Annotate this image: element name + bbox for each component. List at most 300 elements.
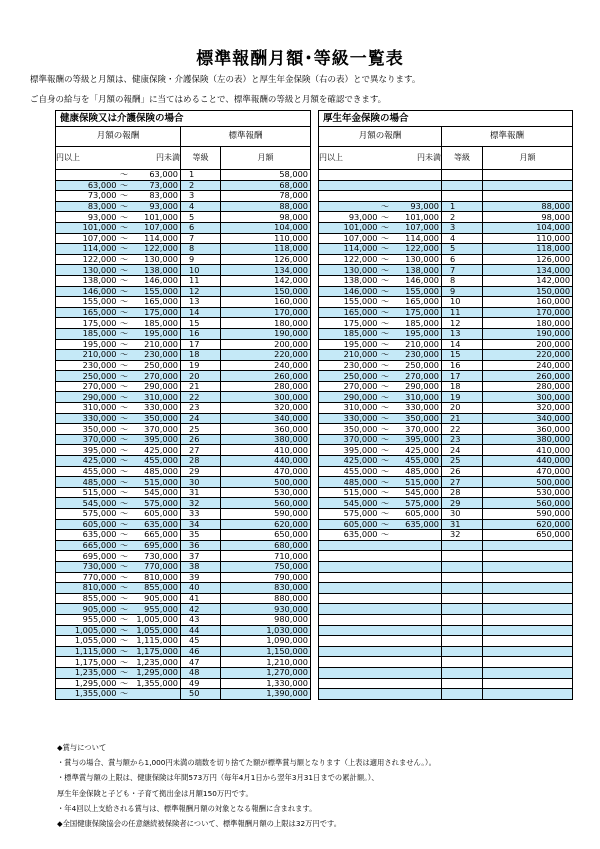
grade-cell: 1 (442, 201, 483, 212)
grade-cell: 15 (181, 318, 221, 329)
table-row (319, 572, 573, 583)
range-upper: 855,000 (131, 583, 181, 594)
range-upper (392, 689, 442, 700)
grade-cell: 9 (181, 254, 221, 265)
range-tilde (379, 636, 392, 647)
range-lower: 1,115,000 (56, 646, 118, 657)
table-row (319, 286, 573, 297)
health-col-lo: 円以上 (56, 147, 131, 170)
range-tilde: ～ (118, 477, 131, 488)
amount-cell: 360,000 (221, 424, 311, 435)
amount-cell: 104,000 (483, 222, 573, 233)
table-row (319, 222, 573, 233)
grade-cell: 27 (181, 445, 221, 456)
grade-cell (442, 646, 483, 657)
range-upper: 93,000 (131, 201, 181, 212)
table-row (319, 275, 573, 286)
range-upper: 101,000 (131, 212, 181, 223)
range-tilde: ～ (118, 170, 131, 181)
note-line: 厚生年金保険と子ども・子育て拠出金は月額150万円です。 (57, 788, 253, 798)
range-tilde: ～ (118, 593, 131, 604)
range-upper: 330,000 (392, 403, 442, 414)
grade-cell: 21 (181, 381, 221, 392)
range-lower: 250,000 (319, 371, 379, 382)
range-lower: 455,000 (319, 466, 379, 477)
range-upper: 635,000 (392, 519, 442, 530)
table-row (56, 477, 311, 488)
range-tilde: ～ (118, 604, 131, 615)
table-row (56, 328, 311, 339)
note-line: ・年4回以上支給される賞与は、標準報酬月額の対象となる報酬に含まれます。 (57, 803, 317, 813)
range-lower: 185,000 (56, 328, 118, 339)
table-row (56, 403, 311, 414)
range-upper: 138,000 (131, 265, 181, 276)
grade-cell: 24 (442, 445, 483, 456)
grade-cell: 24 (181, 413, 221, 424)
grade-cell (442, 678, 483, 689)
table-row (319, 191, 573, 202)
table-row (56, 551, 311, 562)
grade-cell: 21 (442, 413, 483, 424)
table-row (319, 434, 573, 445)
range-tilde: ～ (379, 286, 392, 297)
notes (57, 740, 436, 831)
amount-cell: 134,000 (483, 265, 573, 276)
table-row (56, 286, 311, 297)
range-tilde: ～ (118, 265, 131, 276)
table-row (319, 254, 573, 265)
range-lower: 485,000 (56, 477, 118, 488)
grade-cell: 22 (442, 424, 483, 435)
pension-hdr-standard: 標準報酬 (442, 127, 573, 147)
table-row (319, 381, 573, 392)
range-upper: 905,000 (131, 593, 181, 604)
health-col-hi: 円未満 (131, 147, 181, 170)
grade-cell: 26 (181, 434, 221, 445)
grade-cell: 4 (181, 201, 221, 212)
range-tilde (379, 170, 392, 181)
range-lower: 955,000 (56, 614, 118, 625)
range-upper: 515,000 (392, 477, 442, 488)
range-tilde: ～ (379, 328, 392, 339)
grade-cell: 7 (442, 265, 483, 276)
grade-cell (442, 625, 483, 636)
amount-cell: 220,000 (483, 350, 573, 361)
amount-cell: 650,000 (221, 530, 311, 541)
amount-cell: 160,000 (221, 297, 311, 308)
grade-cell: 20 (181, 371, 221, 382)
range-upper: 63,000 (131, 170, 181, 181)
range-tilde: ～ (118, 212, 131, 223)
grade-cell (442, 170, 483, 181)
table-row (56, 625, 311, 636)
amount-cell: 1,210,000 (221, 657, 311, 668)
range-lower: 195,000 (56, 339, 118, 350)
table-row (56, 636, 311, 647)
grade-cell (442, 191, 483, 202)
grade-cell: 50 (181, 689, 221, 700)
grade-cell: 11 (181, 275, 221, 286)
table-row (319, 424, 573, 435)
grade-cell: 29 (442, 498, 483, 509)
range-lower: 155,000 (319, 297, 379, 308)
range-tilde: ～ (118, 678, 131, 689)
range-tilde: ～ (118, 307, 131, 318)
table-row (319, 265, 573, 276)
range-tilde: ～ (118, 371, 131, 382)
table-row (56, 434, 311, 445)
range-tilde: ～ (379, 434, 392, 445)
range-lower: 73,000 (56, 191, 118, 202)
range-tilde: ～ (118, 254, 131, 265)
amount-cell: 98,000 (483, 212, 573, 223)
grade-cell: 23 (442, 434, 483, 445)
table-row (319, 551, 573, 562)
grade-cell (442, 583, 483, 594)
amount-cell: 240,000 (483, 360, 573, 371)
amount-cell: 200,000 (221, 339, 311, 350)
grade-cell (442, 604, 483, 615)
range-upper: 175,000 (131, 307, 181, 318)
grade-cell: 9 (442, 286, 483, 297)
range-upper: 122,000 (392, 244, 442, 255)
table-row (56, 233, 311, 244)
table-row (319, 212, 573, 223)
range-upper: 485,000 (131, 466, 181, 477)
range-lower: 1,235,000 (56, 667, 118, 678)
table-row (319, 371, 573, 382)
grade-cell: 11 (442, 307, 483, 318)
range-tilde: ～ (118, 689, 131, 700)
table-row (56, 498, 311, 509)
grade-cell: 19 (181, 360, 221, 371)
table-row (319, 487, 573, 498)
range-tilde: ～ (379, 530, 392, 541)
amount-cell: 1,270,000 (221, 667, 311, 678)
amount-cell: 710,000 (221, 551, 311, 562)
range-tilde: ～ (118, 572, 131, 583)
health-insurance-table (55, 110, 311, 700)
table-row (319, 466, 573, 477)
grade-cell: 2 (442, 212, 483, 223)
grade-cell: 31 (181, 487, 221, 498)
range-upper: 1,295,000 (131, 667, 181, 678)
range-lower: 605,000 (319, 519, 379, 530)
range-tilde (379, 604, 392, 615)
range-upper: 122,000 (131, 244, 181, 255)
amount-cell: 1,150,000 (221, 646, 311, 657)
amount-cell: 68,000 (221, 180, 311, 191)
table-row (319, 318, 573, 329)
amount-cell (483, 657, 573, 668)
range-tilde: ～ (118, 509, 131, 520)
range-upper: 195,000 (131, 328, 181, 339)
range-tilde (379, 551, 392, 562)
table-row (319, 646, 573, 657)
range-upper: 730,000 (131, 551, 181, 562)
range-upper: 695,000 (131, 540, 181, 551)
amount-cell: 180,000 (483, 318, 573, 329)
grade-cell (442, 180, 483, 191)
grade-cell: 14 (442, 339, 483, 350)
range-lower: 93,000 (319, 212, 379, 223)
amount-cell (483, 604, 573, 615)
range-upper: 185,000 (392, 318, 442, 329)
grade-cell: 45 (181, 636, 221, 647)
grade-cell: 42 (181, 604, 221, 615)
grade-cell: 28 (442, 487, 483, 498)
range-lower: 114,000 (56, 244, 118, 255)
amount-cell: 200,000 (483, 339, 573, 350)
range-upper: 155,000 (131, 286, 181, 297)
amount-cell: 530,000 (221, 487, 311, 498)
range-lower (319, 646, 379, 657)
range-upper: 350,000 (392, 413, 442, 424)
range-lower: 146,000 (319, 286, 379, 297)
range-upper: 155,000 (392, 286, 442, 297)
table-row (319, 657, 573, 668)
range-upper: 230,000 (131, 350, 181, 361)
table-row (319, 297, 573, 308)
amount-cell: 750,000 (221, 561, 311, 572)
grade-cell: 14 (181, 307, 221, 318)
grade-cell: 13 (442, 328, 483, 339)
grade-cell (442, 540, 483, 551)
grade-cell: 17 (181, 339, 221, 350)
amount-cell: 440,000 (221, 456, 311, 467)
table-row (56, 191, 311, 202)
amount-cell: 220,000 (221, 350, 311, 361)
amount-cell: 300,000 (483, 392, 573, 403)
amount-cell: 440,000 (483, 456, 573, 467)
amount-cell: 98,000 (221, 212, 311, 223)
range-lower: 455,000 (56, 466, 118, 477)
table-row (319, 477, 573, 488)
range-tilde: ～ (118, 339, 131, 350)
range-tilde: ～ (118, 360, 131, 371)
grade-cell: 25 (442, 456, 483, 467)
table-row (319, 307, 573, 318)
range-lower: 230,000 (319, 360, 379, 371)
amount-cell: 590,000 (221, 509, 311, 520)
grade-cell: 37 (181, 551, 221, 562)
range-upper: 83,000 (131, 191, 181, 202)
amount-cell: 530,000 (483, 487, 573, 498)
pension-section-title: 厚生年金保険の場合 (319, 111, 573, 127)
range-lower: 1,295,000 (56, 678, 118, 689)
amount-cell (483, 625, 573, 636)
range-tilde: ～ (118, 424, 131, 435)
range-lower: 210,000 (319, 350, 379, 361)
amount-cell: 1,090,000 (221, 636, 311, 647)
range-upper: 107,000 (392, 222, 442, 233)
grade-cell (442, 593, 483, 604)
table-row (56, 180, 311, 191)
range-upper: 350,000 (131, 413, 181, 424)
range-lower (319, 540, 379, 551)
amount-cell (483, 646, 573, 657)
grade-cell: 33 (181, 509, 221, 520)
range-upper (392, 191, 442, 202)
grade-cell: 8 (442, 275, 483, 286)
range-lower (319, 191, 379, 202)
range-lower (319, 657, 379, 668)
range-tilde: ～ (118, 286, 131, 297)
range-lower: 83,000 (56, 201, 118, 212)
grade-cell: 3 (181, 191, 221, 202)
range-lower: 810,000 (56, 583, 118, 594)
amount-cell: 260,000 (483, 371, 573, 382)
range-tilde: ～ (379, 339, 392, 350)
pension-table (318, 110, 573, 700)
grade-cell: 27 (442, 477, 483, 488)
range-lower (319, 625, 379, 636)
grade-cell: 34 (181, 519, 221, 530)
intro-line-1: 標準報酬の等級と月額は、健康保険・介護保険（左の表）と厚生年金保険（右の表）とで異なります。 (30, 75, 421, 85)
range-tilde: ～ (379, 392, 392, 403)
amount-cell: 1,390,000 (221, 689, 311, 700)
table-row (319, 413, 573, 424)
table-row (56, 678, 311, 689)
table-row (56, 212, 311, 223)
range-tilde: ～ (379, 477, 392, 488)
range-upper: 515,000 (131, 477, 181, 488)
table-row (56, 561, 311, 572)
grade-cell: 28 (181, 456, 221, 467)
table-row (319, 201, 573, 212)
table-row (319, 445, 573, 456)
grade-cell: 3 (442, 222, 483, 233)
amount-cell: 170,000 (483, 307, 573, 318)
range-lower: 350,000 (319, 424, 379, 435)
grade-cell: 26 (442, 466, 483, 477)
range-tilde: ～ (379, 445, 392, 456)
table-row (56, 339, 311, 350)
grade-cell: 6 (442, 254, 483, 265)
range-lower: 770,000 (56, 572, 118, 583)
table-row (56, 254, 311, 265)
range-lower: 485,000 (319, 477, 379, 488)
grade-cell: 43 (181, 614, 221, 625)
table-row (319, 403, 573, 414)
amount-cell: 104,000 (221, 222, 311, 233)
range-lower: 855,000 (56, 593, 118, 604)
table-row (319, 360, 573, 371)
amount-cell: 380,000 (221, 434, 311, 445)
amount-cell: 470,000 (483, 466, 573, 477)
range-upper (392, 180, 442, 191)
range-upper: 93,000 (392, 201, 442, 212)
range-upper: 575,000 (392, 498, 442, 509)
table-row (56, 371, 311, 382)
grade-cell: 29 (181, 466, 221, 477)
range-tilde: ～ (118, 275, 131, 286)
range-tilde: ～ (118, 328, 131, 339)
range-tilde: ～ (379, 307, 392, 318)
range-upper (392, 561, 442, 572)
amount-cell (483, 561, 573, 572)
note-line: ・標準賞与額の上限は、健康保険は年間573万円（毎年4月1日から翌年3月31日までの累計額。）、 (57, 773, 379, 783)
pension-col-hi: 円未満 (392, 147, 442, 170)
range-tilde (379, 572, 392, 583)
range-upper: 605,000 (392, 509, 442, 520)
range-lower (319, 636, 379, 647)
range-upper: 370,000 (131, 424, 181, 435)
amount-cell: 58,000 (221, 170, 311, 181)
range-lower: 122,000 (319, 254, 379, 265)
grade-cell: 35 (181, 530, 221, 541)
table-row (56, 604, 311, 615)
range-tilde: ～ (379, 456, 392, 467)
amount-cell: 500,000 (483, 477, 573, 488)
range-lower: 122,000 (56, 254, 118, 265)
grade-cell: 36 (181, 540, 221, 551)
range-lower: 635,000 (319, 530, 379, 541)
range-upper: 575,000 (131, 498, 181, 509)
range-tilde: ～ (118, 667, 131, 678)
table-row (56, 222, 311, 233)
grade-cell: 8 (181, 244, 221, 255)
table-row (56, 350, 311, 361)
range-lower (319, 689, 379, 700)
grade-cell: 18 (181, 350, 221, 361)
range-lower (319, 678, 379, 689)
amount-cell: 126,000 (221, 254, 311, 265)
range-lower (319, 593, 379, 604)
range-upper: 114,000 (131, 233, 181, 244)
range-upper: 310,000 (392, 392, 442, 403)
range-lower: 185,000 (319, 328, 379, 339)
amount-cell: 260,000 (221, 371, 311, 382)
note-line: ◆全国健康保険協会の任意継続被保険者について、標準報酬月額の上限は32万円です。 (57, 818, 342, 828)
range-lower: 370,000 (319, 434, 379, 445)
range-upper: 1,235,000 (131, 657, 181, 668)
amount-cell (483, 667, 573, 678)
range-lower: 101,000 (319, 222, 379, 233)
range-lower: 330,000 (56, 413, 118, 424)
amount-cell (483, 180, 573, 191)
table-row (56, 657, 311, 668)
range-tilde (379, 667, 392, 678)
range-upper (392, 530, 442, 541)
range-upper: 330,000 (131, 403, 181, 414)
table-row (56, 456, 311, 467)
table-row (56, 667, 311, 678)
range-lower: 130,000 (56, 265, 118, 276)
health-hdr-standard: 標準報酬 (181, 127, 311, 147)
range-tilde: ～ (379, 466, 392, 477)
amount-cell (483, 593, 573, 604)
grade-cell: 19 (442, 392, 483, 403)
range-upper: 250,000 (392, 360, 442, 371)
amount-cell (483, 678, 573, 689)
grade-cell: 7 (181, 233, 221, 244)
table-row (56, 445, 311, 456)
range-lower (319, 667, 379, 678)
amount-cell: 790,000 (221, 572, 311, 583)
range-lower: 515,000 (319, 487, 379, 498)
amount-cell: 78,000 (221, 191, 311, 202)
range-upper: 165,000 (131, 297, 181, 308)
range-lower: 138,000 (56, 275, 118, 286)
note-line: ・賞与の場合、賞与額から1,000円未満の端数を切り捨てた額が標準賞与額となります（上表は適用されません。）。 (57, 758, 436, 768)
range-tilde: ～ (379, 403, 392, 414)
table-row (319, 561, 573, 572)
range-lower: 1,355,000 (56, 689, 118, 700)
range-lower: 350,000 (56, 424, 118, 435)
range-tilde (379, 583, 392, 594)
amount-cell (483, 572, 573, 583)
